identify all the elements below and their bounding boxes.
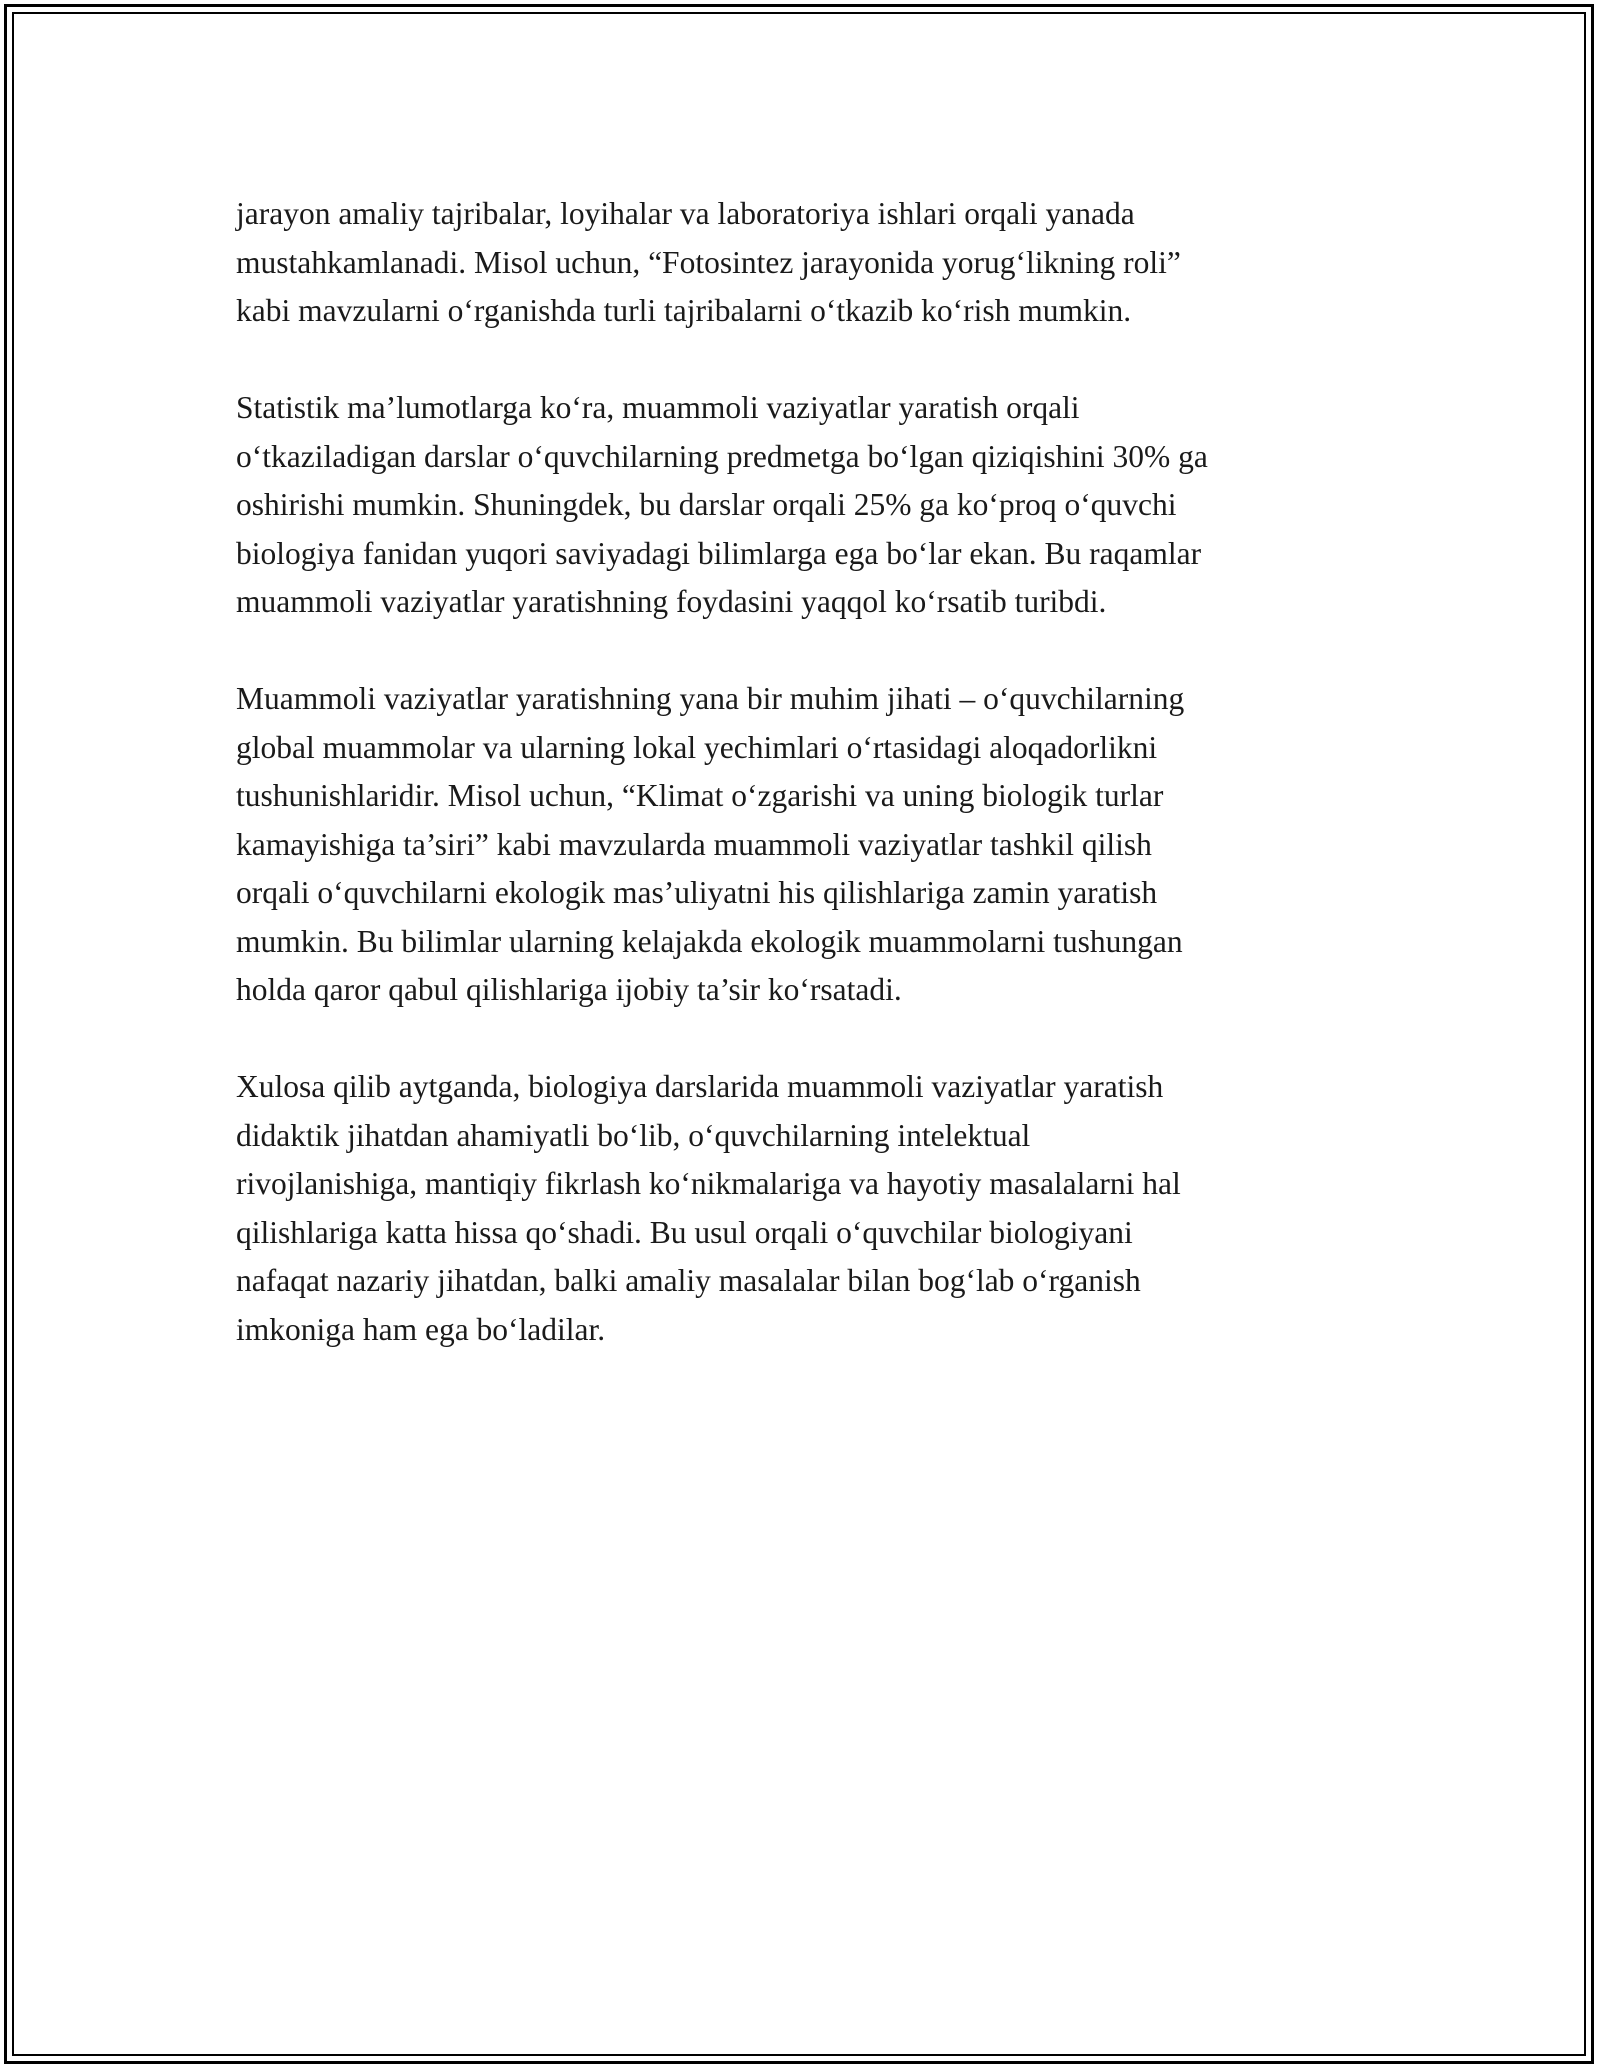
text-line: tushunishlaridir. Misol uchun, “Klimat o‘zgarishi va uning biologik turlar bbox=[236, 778, 1164, 813]
text-line: holda qaror qabul qilishlariga ijobiy ta’sir ko‘rsatadi. bbox=[236, 972, 902, 1007]
paragraph bbox=[236, 675, 1396, 1015]
text-line: qilishlariga katta hissa qo‘shadi. Bu usul orqali o‘quvchilar biologiyani bbox=[236, 1214, 1133, 1250]
paragraph bbox=[236, 384, 1396, 627]
text-line: mumkin. Bu bilimlar ularning kelajakda ekologik muammolarni tushungan bbox=[236, 923, 1183, 959]
text-line: oshirishi mumkin. Shuningdek, bu darslar orqali 25% ga ko‘proq o‘quvchi bbox=[236, 487, 1177, 522]
text-line: didaktik jihatdan ahamiyatli bo‘lib, o‘quvchilarning intelektual bbox=[236, 1117, 1031, 1153]
text-line: muammoli vaziyatlar yaratishning foydasini yaqqol ko‘rsatib turibdi. bbox=[236, 584, 1107, 619]
text-line: Xulosa qilib aytganda, biologiya darslarida muammoli vaziyatlar yaratish bbox=[236, 1069, 1164, 1104]
text-line: kabi mavzularni o‘rganishda turli tajribalarni o‘tkazib ko‘rish mumkin. bbox=[236, 293, 1132, 328]
document-body bbox=[236, 190, 1396, 1403]
text-line: mustahkamlanadi. Misol uchun, “Fotosintez jarayonida yorug‘likning roli” bbox=[236, 244, 1181, 280]
text-line: jarayon amaliy tajribalar, loyihalar va laboratoriya ishlari orqali yanada bbox=[236, 196, 1135, 231]
text-line: global muammolar va ularning lokal yechimlari o‘rtasidagi aloqadorlikni bbox=[236, 729, 1158, 765]
text-line: orqali o‘quvchilarni ekologik mas’uliyatni his qilishlariga zamin yaratish bbox=[236, 875, 1158, 910]
text-line: Statistik ma’lumotlarga ko‘ra, muammoli vaziyatlar yaratish orqali bbox=[236, 390, 1080, 425]
text-line: Muammoli vaziyatlar yaratishning yana bir muhim jihati – o‘quvchilarning bbox=[236, 681, 1185, 716]
text-line: imkoniga ham ega bo‘ladilar. bbox=[236, 1311, 606, 1347]
text-line: kamayishiga ta’siri” kabi mavzularda muammoli vaziyatlar tashkil qilish bbox=[236, 826, 1152, 862]
paragraph bbox=[236, 190, 1396, 336]
text-line: o‘tkaziladigan darslar o‘quvchilarning predmetga bo‘lgan qiziqishini 30% ga bbox=[236, 438, 1208, 474]
paragraph bbox=[236, 1063, 1396, 1354]
text-line: rivojlanishiga, mantiqiy fikrlash ko‘nikmalariga va hayotiy masalalarni hal bbox=[236, 1166, 1181, 1201]
text-line: nafaqat nazariy jihatdan, balki amaliy masalalar bilan bog‘lab o‘rganish bbox=[236, 1263, 1141, 1298]
text-line: biologiya fanidan yuqori saviyadagi bilimlarga ega bo‘lar ekan. Bu raqamlar bbox=[236, 535, 1202, 571]
